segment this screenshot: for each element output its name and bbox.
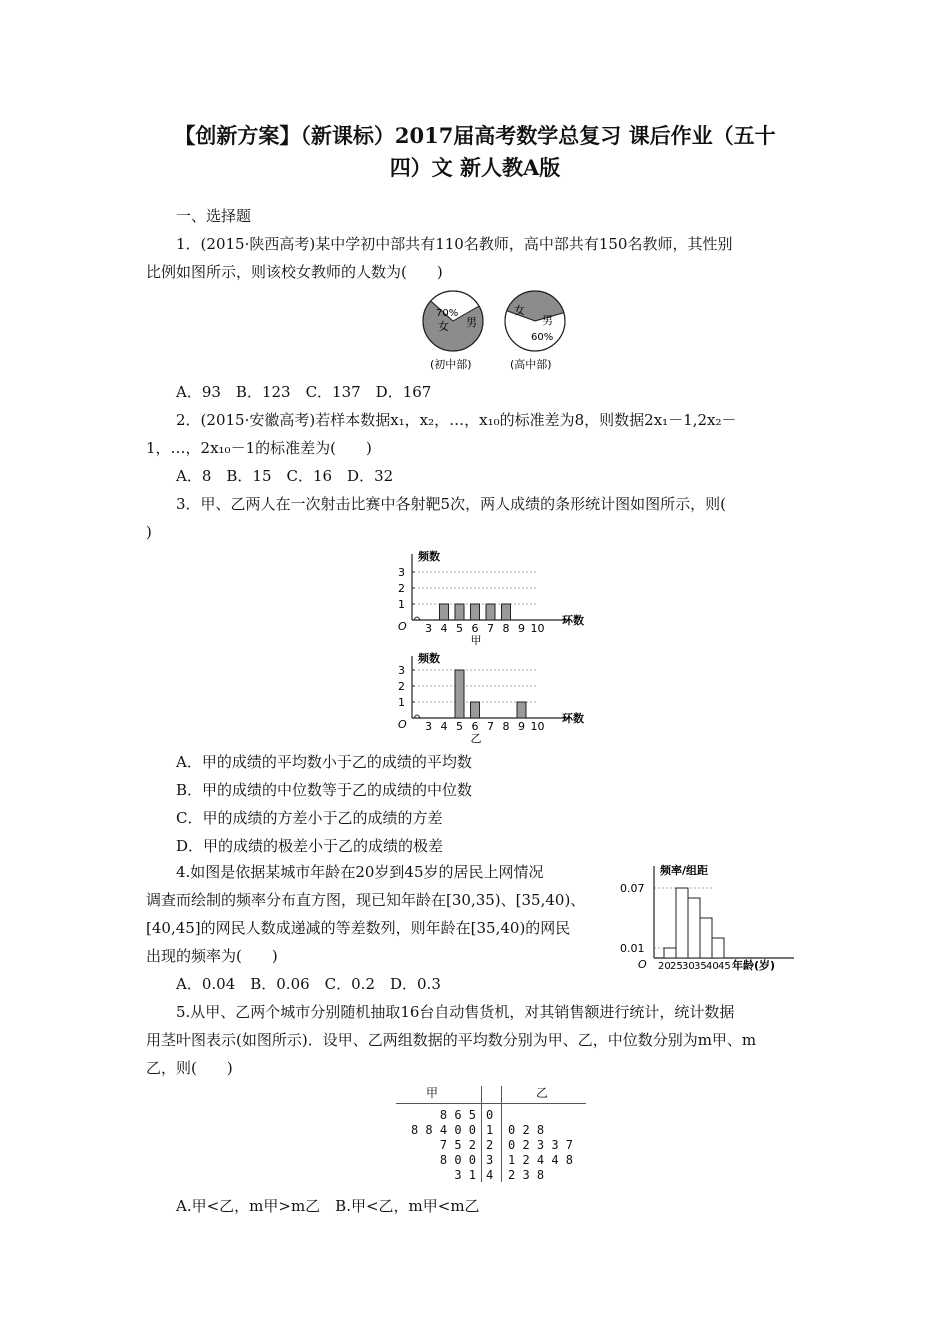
document-title: [100, 120, 850, 184]
x-tick-label: 6: [471, 720, 479, 733]
x-tick-label: 8: [502, 622, 510, 635]
chart-yi: [390, 648, 600, 744]
q3-option-b: B．甲的成绩的中位数等于乙的成绩的中位数: [176, 781, 473, 799]
stem-leaf-right: 0 2 3 3 7: [508, 1138, 574, 1152]
chart-jia: [390, 546, 600, 646]
bar: [471, 604, 480, 620]
y-axis-label: 频数: [418, 550, 440, 563]
x-tick-label: 35: [694, 961, 707, 972]
x-tick-label: 7: [487, 622, 494, 635]
x-tick-label: 20: [658, 961, 671, 972]
y-axis-label: 频数: [418, 652, 440, 665]
histogram-bar: [664, 948, 676, 958]
q2-line-1: 2．(2015·安徽高考)若样本数据x₁，x₂，…，x₁₀的标准差为8，则数据2x₁－1,2x₂－: [176, 411, 737, 429]
q2-line-2: 1，…，2x₁₀－1的标准差为( ): [146, 439, 372, 457]
stem-value: 1: [486, 1123, 494, 1137]
q3-option-c: C．甲的成绩的方差小于乙的成绩的方差: [176, 809, 443, 827]
stem-value: 4: [486, 1168, 494, 1182]
origin-label: O: [398, 718, 407, 731]
y-tick-label: 3: [398, 566, 405, 579]
stem-right-header: 乙: [536, 1086, 549, 1100]
x-tick-label: 9: [518, 720, 525, 733]
x-tick-label: 10: [530, 622, 545, 635]
q4-line-3: [40,45]的网民人数成递减的等差数列，则年龄在[35,40)的网民: [146, 919, 571, 937]
pie-junior-pct: 70%: [436, 308, 459, 319]
stem-leaf-left: 8 0 0: [439, 1153, 476, 1167]
q4-line-4: 出现的频率为( ): [146, 947, 278, 965]
histogram-bar: [688, 898, 700, 958]
q5-options: A.甲<乙，m甲>m乙 B.甲<乙，m甲<m乙: [176, 1197, 480, 1215]
pie-senior: [505, 291, 565, 371]
chart-title: 乙: [470, 732, 482, 744]
chart-title: 甲: [470, 634, 482, 646]
stem-value: 2: [486, 1138, 494, 1152]
y-tick-label: 2: [398, 680, 405, 693]
q4-line-1: 4.如图是依据某城市年龄在20岁到45岁的居民上网情况: [176, 863, 544, 881]
pie-junior: [423, 291, 483, 371]
origin-label: O: [398, 620, 407, 633]
y-tick-label: 1: [398, 598, 405, 611]
stem-leaf-right: 2 3 8: [508, 1168, 545, 1182]
q4-line-2: 调查而绘制的频率分布直方图，现已知年龄在[30,35)、[35,40)、: [146, 891, 586, 909]
stem-leaf-right: 1 2 4 4 8: [508, 1153, 574, 1167]
stem-value: 0: [486, 1108, 494, 1122]
section-heading: 一、选择题: [176, 207, 252, 225]
y-tick-label: 3: [398, 664, 405, 677]
x-tick-label: 5: [456, 720, 463, 733]
bar: [486, 604, 495, 620]
x-tick-label: 9: [518, 622, 525, 635]
bar: [471, 702, 480, 718]
histogram-bar: [700, 918, 712, 958]
bar: [517, 702, 526, 718]
x-tick-label: 7: [487, 720, 494, 733]
stem-value: 3: [486, 1153, 494, 1167]
stem-leaf-right: 0 2 8: [508, 1123, 545, 1137]
x-axis-label: 年龄(岁): [732, 959, 776, 972]
q3-line-2: ): [146, 523, 152, 541]
stem-leaf-plot: [396, 1084, 596, 1184]
stem-leaf-left: 8 6 5: [439, 1108, 476, 1122]
bar: [455, 604, 464, 620]
stem-leaf-left: 3 1: [454, 1168, 476, 1182]
q1-line-1: 1．(2015·陕西高考)某中学初中部共有110名教师，高中部共有150名教师，其性别: [176, 235, 733, 253]
x-axis-label: 环数: [562, 712, 584, 725]
pie-junior-male-label: 男: [466, 316, 477, 329]
x-tick-label: 6: [471, 622, 479, 635]
chart-age-histogram: [618, 862, 798, 972]
q3-option-d: D．甲的成绩的极差小于乙的成绩的极差: [176, 837, 444, 855]
q1-line-2: 比例如图所示，则该校女教师的人数为( ): [146, 263, 443, 281]
x-tick-label: 3: [425, 720, 432, 733]
y-tick-label: 0.01: [620, 942, 645, 955]
q3-option-a: A．甲的成绩的平均数小于乙的成绩的平均数: [176, 753, 472, 771]
pie-senior-female-label: 女: [514, 304, 525, 317]
pie-junior-female-label: 女: [438, 320, 449, 333]
q5-line-1: 5.从甲、乙两个城市分别随机抽取16台自动售货机，对其销售额进行统计，统计数据: [176, 1003, 735, 1021]
q2-options: A．8 B．15 C．16 D．32: [176, 467, 394, 485]
x-tick-label: 30: [682, 961, 695, 972]
x-tick-label: 8: [502, 720, 510, 733]
bar: [455, 670, 464, 718]
bar: [440, 604, 449, 620]
x-tick-label: 4: [440, 622, 448, 635]
stem-leaf-left: 8 8 4 0 0: [410, 1123, 476, 1137]
pie-senior-pct: 60%: [531, 332, 554, 343]
histogram-bar: [712, 938, 724, 958]
q1-pie-figure: [410, 288, 590, 380]
q3-line-1: 3．甲、乙两人在一次射击比赛中各射靶5次，两人成绩的条形统计图如图所示，则(: [176, 495, 726, 513]
q5-line-2: 用茎叶图表示(如图所示)．设甲、乙两组数据的平均数分别为甲、乙，中位数分别为m甲、m: [146, 1031, 757, 1049]
q5-line-3: 乙，则( ): [146, 1059, 233, 1077]
q4-options: A．0.04 B．0.06 C．0.2 D．0.3: [176, 975, 441, 993]
y-axis-label: 频率/组距: [660, 864, 709, 877]
x-tick-label: 3: [425, 622, 432, 635]
x-tick-label: 40: [706, 961, 719, 972]
y-tick-label: 1: [398, 696, 405, 709]
pie-senior-male-label: 男: [542, 314, 553, 327]
x-tick-label: 10: [530, 720, 545, 733]
x-tick-label: 45: [718, 961, 731, 972]
y-tick-label: 0.07: [620, 882, 645, 895]
q1-options: A．93 B．123 C．137 D．167: [176, 383, 432, 401]
stem-leaf-left: 7 5 2: [439, 1138, 476, 1152]
x-axis-label: 环数: [562, 614, 584, 627]
histogram-bar: [676, 888, 688, 958]
x-tick-label: 25: [670, 961, 683, 972]
y-tick-label: 2: [398, 582, 405, 595]
bar: [502, 604, 511, 620]
x-tick-label: 4: [440, 720, 448, 733]
stem-left-header: 甲: [426, 1086, 439, 1100]
origin-label: O: [638, 958, 647, 971]
x-tick-label: 5: [456, 622, 463, 635]
title-line-1: 【创新方案】（新课标）2017届高考数学总复习 课后作业（五十: [174, 123, 776, 148]
pie-junior-caption: (初中部): [430, 358, 472, 371]
title-line-2: 四）文 新人教A版: [389, 155, 561, 180]
pie-senior-caption: (高中部): [510, 358, 552, 371]
